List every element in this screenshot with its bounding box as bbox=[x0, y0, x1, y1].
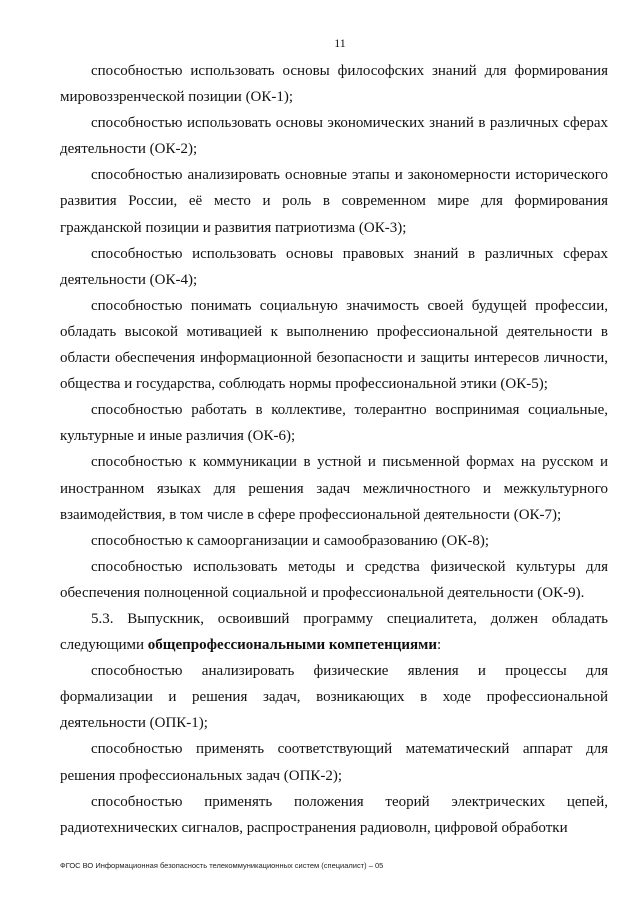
document-body bbox=[60, 58, 608, 841]
competency-ok-1: способностью использовать основы философских знаний для формирования мировоззренческой позиции (ОК-1); bbox=[60, 63, 608, 106]
competency-ok-6: способностью работать в коллективе, толерантно воспринимая социальные, культурные и иные различия (ОК-6); bbox=[60, 402, 608, 445]
section-5-3-lead: 5.3. Выпускник, освоивший программу специалитета, должен обладать следующими bbox=[60, 610, 608, 654]
section-5-3-tail: : bbox=[436, 637, 442, 654]
competency-ok-8: способностью к самоорганизации и самообразованию (ОК-8); bbox=[91, 532, 490, 549]
page-footer: ФГОС ВО Информационная безопасность телекоммуникационных систем (специалист) – 05 bbox=[60, 861, 384, 870]
competency-opk-2: способностью применять соответствующий математический аппарат для решения профессиональных задач (ОПК-2); bbox=[60, 741, 608, 784]
competency-ok-2: способностью использовать основы экономических знаний в различных сферах деятельности (ОК-2); bbox=[60, 115, 608, 158]
section-5-3 bbox=[60, 606, 608, 658]
competency-opk-3: способностью применять положения теорий электрических цепей, радиотехнических сигналов, распространения радиоволн, цифровой обработки bbox=[60, 793, 608, 836]
competency-ok-9: способностью использовать методы и средства физической культуры для обеспечения полноценной социальной и профессиональной деятельности (ОК-9). bbox=[60, 558, 608, 601]
competency-ok-3: способностью анализировать основные этапы и закономерности исторического развития России, её место и роль в современном мире для формирования гражданской позиции и развития патриотизма (ОК-3); bbox=[60, 167, 608, 236]
page-number: 11 bbox=[334, 36, 346, 50]
competency-ok-7: способностью к коммуникации в устной и письменной формах на русском и иностранном языках для решения задач межличностного и межкультурного взаимодействия, в том числе в сфере профессиональной деятельности (ОК-7); bbox=[60, 454, 608, 523]
competency-opk-1: способностью анализировать физические явления и процессы для формализации и решения задач, возникающих в ходе профессиональной деятельности (ОПК-1); bbox=[60, 663, 608, 732]
competency-ok-4: способностью использовать основы правовых знаний в различных сферах деятельности (ОК-4); bbox=[60, 245, 608, 288]
competency-ok-5: способностью понимать социальную значимость своей будущей профессии, обладать высокой мотивацией к выполнению профессиональной деятельности в области обеспечения информационной безопасности и защиты интересов личности, общества и государства, соблюдать нормы профессиональной этики (ОК-5); bbox=[60, 297, 608, 393]
section-5-3-bold: общепрофессиональными компетенциями bbox=[147, 637, 437, 654]
